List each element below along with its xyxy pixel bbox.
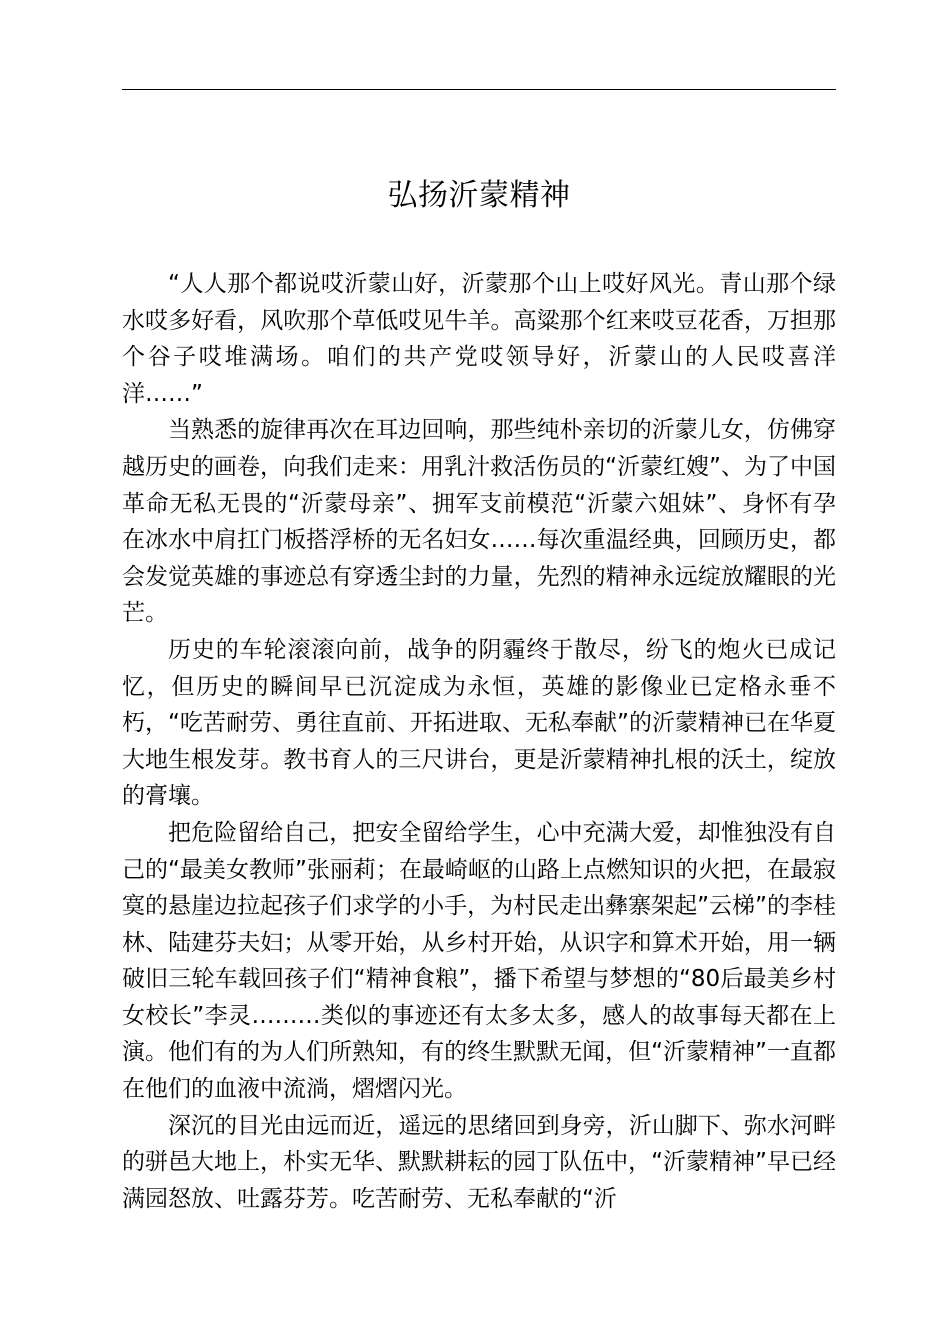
paragraph-2: 当熟悉的旋律再次在耳边回响，那些纯朴亲切的沂蒙儿女，仿佛穿越历史的画卷，向我们走来：用乳汁救活伤员的“沂蒙红嫂”、为了中国革命无私无畏的“沂蒙母亲”、拥军支前模范“沂蒙六姐妹”、身怀有孕在冰水中肩扛门板搭浮桥的无名妇女……每次重温经典，回顾历史，都会发觉英雄的事迹总有穿透尘封的力量，先烈的精神永远绽放耀眼的光芒。	[122, 417, 836, 627]
paragraph-5: 深沉的目光由远而近，遥远的思绪回到身旁，沂山脚下、弥水河畔的骈邑大地上，朴实无华、默默耕耘的园丁队伍中，“沂蒙精神”早已经满园怒放、吐露芬芳。吃苦耐劳、无私奉献的“沂	[122, 1112, 836, 1212]
article-body	[122, 266, 836, 1217]
paragraph-1: “人人那个都说哎沂蒙山好，沂蒙那个山上哎好风光。青山那个绿水哎多好看，风吹那个草低哎见牛羊。高粱那个红来哎豆花香，万担那个谷子哎堆满场。咱们的共产党哎领导好，沂蒙山的人民哎喜洋洋……”	[122, 271, 836, 407]
page-title: 弘扬沂蒙精神	[387, 178, 571, 213]
paragraph-3: 历史的车轮滚滚向前，战争的阴霾终于散尽，纷飞的炮火已成记忆，但历史的瞬间早已沉淀成为永恒，英雄的影像业已定格永垂不朽，“吃苦耐劳、勇往直前、开拓进取、无私奉献”的沂蒙精神已在华夏大地生根发芽。教书育人的三尺讲台，更是沂蒙精神扎根的沃土，绽放的膏壤。	[122, 636, 836, 810]
paragraph-4: 把危险留给自己，把安全留给学生，心中充满大爱，却惟独没有自己的“最美女教师”张丽莉；在最崎岖的山路上点燃知识的火把，在最寂寞的悬崖边拉起孩子们求学的小手，为村民走出彝寨架起”云梯”的李桂林、陆建芬夫妇；从零开始，从乡村开始，从识字和算术开始，用一辆破旧三轮车载回孩子们“精神食粮”，播下希望与梦想的“80后最美乡村女校长”李灵………类似的事迹还有太多太多，感人的故事每天都在上演。他们有的为人们所熟知，有的终生默默无闻，但“沂蒙精神”一直都在他们的血液中流淌，熠熠闪光。	[122, 819, 836, 1103]
header-rule	[122, 89, 836, 90]
